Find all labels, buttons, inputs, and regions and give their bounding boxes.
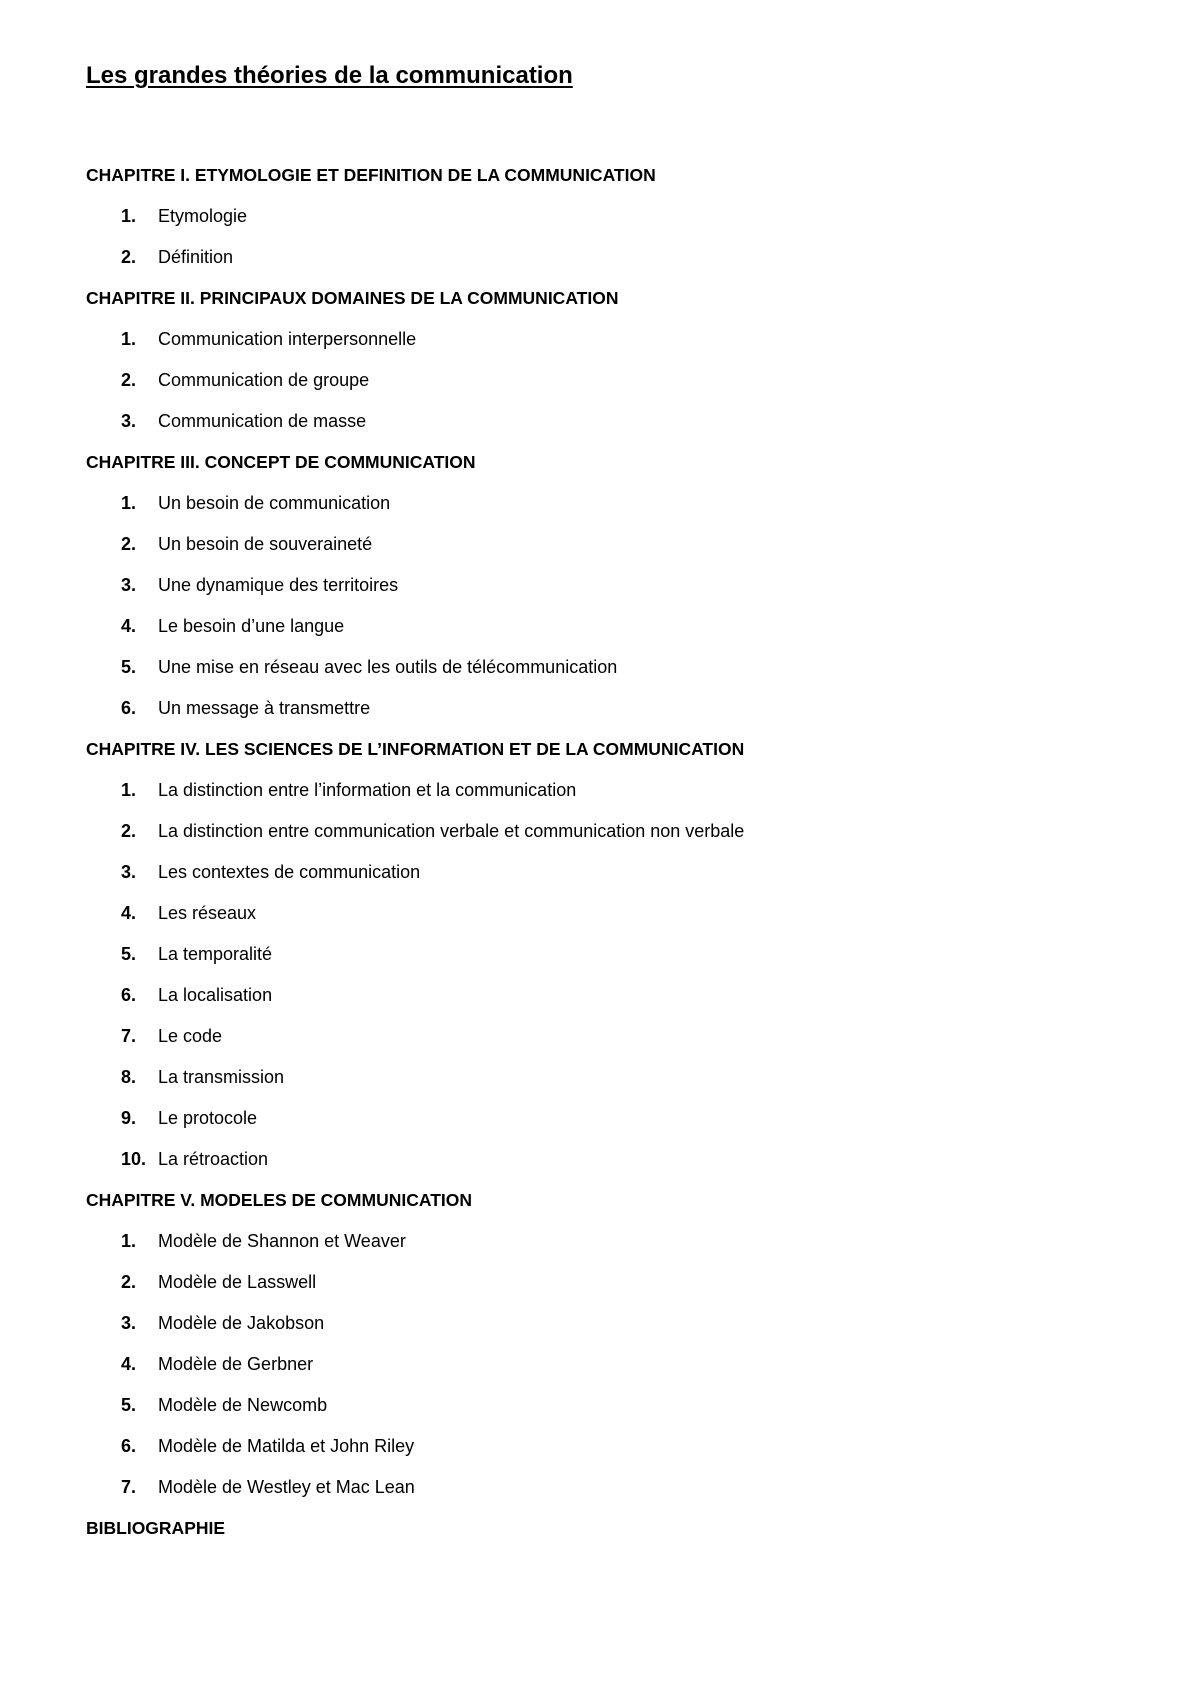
- list-item: [86, 652, 1126, 693]
- list-item-number: 10.: [121, 1149, 147, 1169]
- list-item-text: Une dynamique des territoires: [158, 575, 399, 595]
- list-item-text: La distinction entre communication verbale et communication non verbale: [158, 821, 745, 841]
- list-item-number: 2.: [121, 1272, 137, 1292]
- list-item-text: La temporalité: [158, 944, 273, 964]
- list-item-text: Un besoin de communication: [158, 493, 391, 513]
- chapter-section: [86, 1185, 1126, 1513]
- list-item-text: Modèle de Matilda et John Riley: [158, 1436, 415, 1456]
- table-of-contents: [86, 160, 1126, 1554]
- list-item-text: Modèle de Newcomb: [158, 1395, 328, 1415]
- list-item-text: La localisation: [158, 985, 273, 1005]
- list-item-number: 1.: [121, 780, 137, 800]
- list-item-text: Modèle de Gerbner: [158, 1354, 314, 1374]
- chapter-heading: CHAPITRE V. MODELES DE COMMUNICATION: [86, 1190, 472, 1210]
- list-item-number: 6.: [121, 985, 137, 1005]
- list-item-number: 3.: [121, 411, 137, 431]
- list-item-number: 7.: [121, 1477, 137, 1497]
- chapter-item-list: [86, 775, 1126, 1185]
- list-item: [86, 201, 1126, 242]
- list-item-number: 2.: [121, 821, 137, 841]
- list-item: [86, 939, 1126, 980]
- chapter-heading: CHAPITRE IV. LES SCIENCES DE L’INFORMATION ET DE LA COMMUNICATION: [86, 739, 745, 759]
- list-item: [86, 1103, 1126, 1144]
- list-item: [86, 488, 1126, 529]
- list-item: [86, 1431, 1126, 1472]
- chapter-item-list: [86, 201, 1126, 283]
- list-item: [86, 1308, 1126, 1349]
- chapter-section: [86, 160, 1126, 283]
- list-item-text: Modèle de Jakobson: [158, 1313, 325, 1333]
- list-item: [86, 1267, 1126, 1308]
- list-item-number: 6.: [121, 698, 137, 718]
- list-item: [86, 693, 1126, 734]
- list-item-number: 2.: [121, 370, 137, 390]
- list-item: [86, 857, 1126, 898]
- list-item-text: Le code: [158, 1026, 223, 1046]
- list-item: [86, 1472, 1126, 1513]
- list-item: [86, 1021, 1126, 1062]
- list-item-number: 9.: [121, 1108, 137, 1128]
- list-item-number: 6.: [121, 1436, 137, 1456]
- list-item-text: Communication de groupe: [158, 370, 370, 390]
- list-item-number: 3.: [121, 575, 137, 595]
- list-item: [86, 611, 1126, 652]
- list-item-text: Modèle de Westley et Mac Lean: [158, 1477, 415, 1497]
- list-item-text: Modèle de Lasswell: [158, 1272, 317, 1292]
- list-item-text: Etymologie: [158, 206, 248, 226]
- list-item-text: Le protocole: [158, 1108, 258, 1128]
- list-item-text: La transmission: [158, 1067, 285, 1087]
- list-item-text: Les réseaux: [158, 903, 257, 923]
- list-item-text: La rétroaction: [158, 1149, 269, 1169]
- list-item-text: Communication interpersonnelle: [158, 329, 417, 349]
- chapter-section: [86, 447, 1126, 734]
- list-item: [86, 324, 1126, 365]
- list-item-number: 1.: [121, 493, 137, 513]
- list-item: [86, 570, 1126, 611]
- list-item-number: 8.: [121, 1067, 137, 1087]
- list-item-number: 4.: [121, 903, 137, 923]
- list-item-text: Modèle de Shannon et Weaver: [158, 1231, 406, 1251]
- list-item-number: 7.: [121, 1026, 137, 1046]
- list-item-text: Un message à transmettre: [158, 698, 371, 718]
- list-item-number: 1.: [121, 206, 137, 226]
- list-item: [86, 242, 1126, 283]
- list-item-number: 4.: [121, 1354, 137, 1374]
- list-item-text: Une mise en réseau avec les outils de télécommunication: [158, 657, 618, 677]
- list-item-text: Un besoin de souveraineté: [158, 534, 373, 554]
- chapter-section: [86, 283, 1126, 447]
- list-item-number: 2.: [121, 247, 137, 267]
- list-item-number: 5.: [121, 657, 137, 677]
- chapter-section: [86, 734, 1126, 1185]
- list-item: [86, 775, 1126, 816]
- list-item-text: Les contextes de communication: [158, 862, 421, 882]
- list-item-number: 5.: [121, 1395, 137, 1415]
- list-item: [86, 898, 1126, 939]
- list-item: [86, 980, 1126, 1021]
- chapter-heading: CHAPITRE III. CONCEPT DE COMMUNICATION: [86, 452, 476, 472]
- list-item: [86, 529, 1126, 570]
- bibliography-heading: BIBLIOGRAPHIE: [86, 1518, 226, 1538]
- list-item: [86, 816, 1126, 857]
- list-item-text: Communication de masse: [158, 411, 367, 431]
- chapter-heading: CHAPITRE II. PRINCIPAUX DOMAINES DE LA COMMUNICATION: [86, 288, 619, 308]
- list-item-text: Définition: [158, 247, 234, 267]
- list-item-number: 5.: [121, 944, 137, 964]
- list-item-number: 1.: [121, 1231, 137, 1251]
- chapter-item-list: [86, 488, 1126, 734]
- document-title: Les grandes théories de la communication: [86, 62, 573, 89]
- list-item-number: 2.: [121, 534, 137, 554]
- list-item: [86, 406, 1126, 447]
- list-item: [86, 1144, 1126, 1185]
- list-item-text: Le besoin d’une langue: [158, 616, 345, 636]
- chapter-item-list: [86, 1226, 1126, 1513]
- chapter-heading: CHAPITRE I. ETYMOLOGIE ET DEFINITION DE LA COMMUNICATION: [86, 165, 656, 185]
- list-item: [86, 1390, 1126, 1431]
- list-item: [86, 1226, 1126, 1267]
- list-item-number: 3.: [121, 1313, 137, 1333]
- list-item: [86, 1349, 1126, 1390]
- list-item-text: La distinction entre l’information et la communication: [158, 780, 577, 800]
- list-item: [86, 1062, 1126, 1103]
- chapter-item-list: [86, 324, 1126, 447]
- list-item-number: 4.: [121, 616, 137, 636]
- list-item-number: 3.: [121, 862, 137, 882]
- list-item: [86, 365, 1126, 406]
- list-item-number: 1.: [121, 329, 137, 349]
